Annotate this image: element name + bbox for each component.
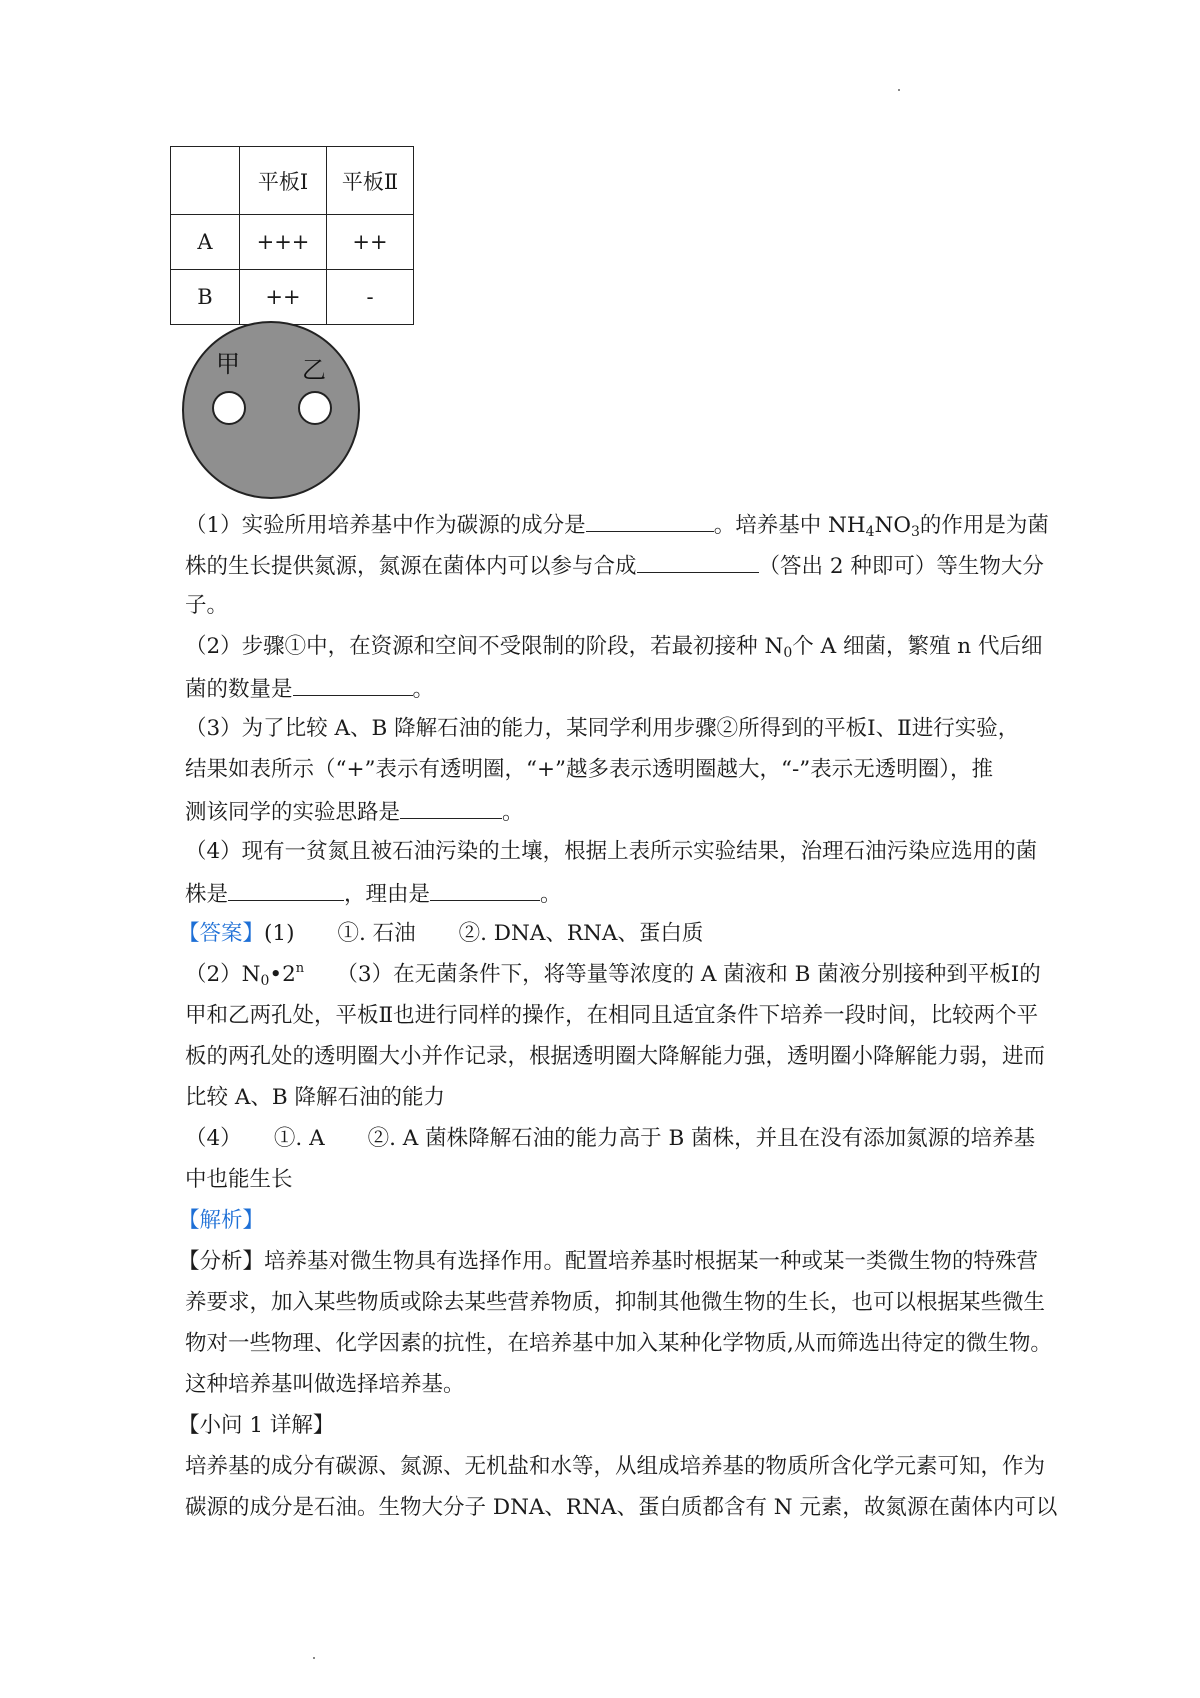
table-cell: ++: [327, 215, 414, 270]
scan-dot: [898, 89, 900, 91]
answer-line-4: 板的两孔处的透明圈大小并作记录，根据透明圈大降解能力强，透明圈小降解能力弱，进而: [185, 1044, 1046, 1069]
answer-blank: [293, 673, 413, 696]
answer-line-3: 甲和乙两孔处，平板Ⅱ也进行同样的操作，在相同且适宜条件下培养一段时间，比较两个平: [185, 1003, 1039, 1028]
question-2-line-2: 菌的数量是 。: [185, 673, 434, 705]
petri-dish-diagram: [181, 320, 361, 500]
analysis-line-3: 物对一些物理、化学因素的抗性，在培养基中加入某种化学物质,从而筛选出待定的微生物。: [185, 1331, 1052, 1356]
answer-blank: [228, 878, 344, 901]
analysis-detail-line-2: 碳源的成分是石油。生物大分子 DNA、RNA、蛋白质都含有 N 元素，故氮源在菌体内可以: [185, 1495, 1058, 1520]
question-1-line-3: 子。: [185, 593, 229, 618]
results-table: [170, 146, 414, 325]
analysis-line-2: 养要求，加入某些物质或除去某些营养物质，抑制其他微生物的生长，也可以根据某些微生: [185, 1290, 1046, 1315]
question-2-line-1: （2）步骤①中，在资源和空间不受限制的阶段，若最初接种 $N_0$个 A 细菌，繁殖 n 代后细: [185, 634, 1043, 661]
answer-blank: [400, 796, 502, 819]
answer-line-7: 中也能生长: [185, 1167, 293, 1192]
question-1-line-2: 株的生长提供氮源，氮源在菌体内可以参与合成 （答出 2 种即可）等生物大分: [185, 550, 1044, 582]
table-cell: A: [171, 215, 240, 270]
question-3-line-1: （3）为了比较 A、B 降解石油的能力，某同学利用步骤②所得到的平板Ⅰ、Ⅱ进行实验，: [185, 716, 1020, 741]
answer-blank: [586, 509, 714, 532]
answer-line-2: $(2)N_0•2^n$ （3）在无菌条件下，将等量等浓度的 A 菌液和 B 菌液分别接种到平板Ⅰ的: [185, 961, 1041, 989]
table-row: [171, 270, 414, 325]
table-header-plate2: 平板Ⅱ: [327, 147, 414, 215]
well-label-jia: 甲: [216, 350, 240, 378]
answer-tag: 【答案】: [178, 921, 265, 946]
well-jia: [213, 392, 245, 424]
well-yi: [299, 392, 331, 424]
table-cell: +++: [240, 215, 327, 270]
analysis-detail-line-1: 培养基的成分有碳源、氮源、无机盐和水等，从组成培养基的物质所含化学元素可知，作为: [185, 1454, 1046, 1479]
answer-line-6: （4） ①. A ②. A 菌株降解石油的能力高于 B 菌株，并且在没有添加氮源的培养基: [185, 1126, 1036, 1151]
table-cell: B: [171, 270, 240, 325]
answer-line-1: 【答案】(1) ①. 石油 ②. DNA、RNA、蛋白质: [178, 921, 704, 946]
table-cell: -: [327, 270, 414, 325]
question-4-line-2: 株是 ，理由是 。: [185, 878, 562, 910]
answer-blank: [637, 550, 759, 573]
table-row: [171, 215, 414, 270]
petri-dish: [183, 322, 359, 498]
table-cell: ++: [240, 270, 327, 325]
answer-blank: [430, 878, 540, 901]
analysis-line-4: 这种培养基叫做选择培养基。: [185, 1372, 465, 1397]
table-header-plate1: 平板Ⅰ: [240, 147, 327, 215]
analysis-tag: 【解析】: [178, 1208, 265, 1233]
sub-question-1-tag: 【小问 1 详解】: [178, 1413, 335, 1438]
table-header-row: [171, 147, 414, 215]
answer-line-5: 比较 A、B 降解石油的能力: [185, 1085, 445, 1110]
scan-dot: [313, 1657, 315, 1659]
table-cell: [171, 147, 240, 215]
question-4-line-1: （4）现有一贫氮且被石油污染的土壤，根据上表所示实验结果，治理石油污染应选用的菌: [185, 839, 1038, 864]
question-3-line-3: 测该同学的实验思路是 。: [185, 796, 524, 828]
question-1-line-1: （1）实验所用培养基中作为碳源的成分是 。培养基中 $NH_4NO_3$的作用是为菌: [185, 509, 1049, 541]
well-label-yi: 乙: [302, 356, 326, 384]
analysis-line-1: 【分析】培养基对微生物具有选择作用。配置培养基时根据某一种或某一类微生物的特殊营: [178, 1249, 1039, 1274]
question-3-line-2: 结果如表所示（“+”表示有透明圈，“+”越多表示透明圈越大，“-”表示无透明圈），推: [185, 757, 993, 782]
